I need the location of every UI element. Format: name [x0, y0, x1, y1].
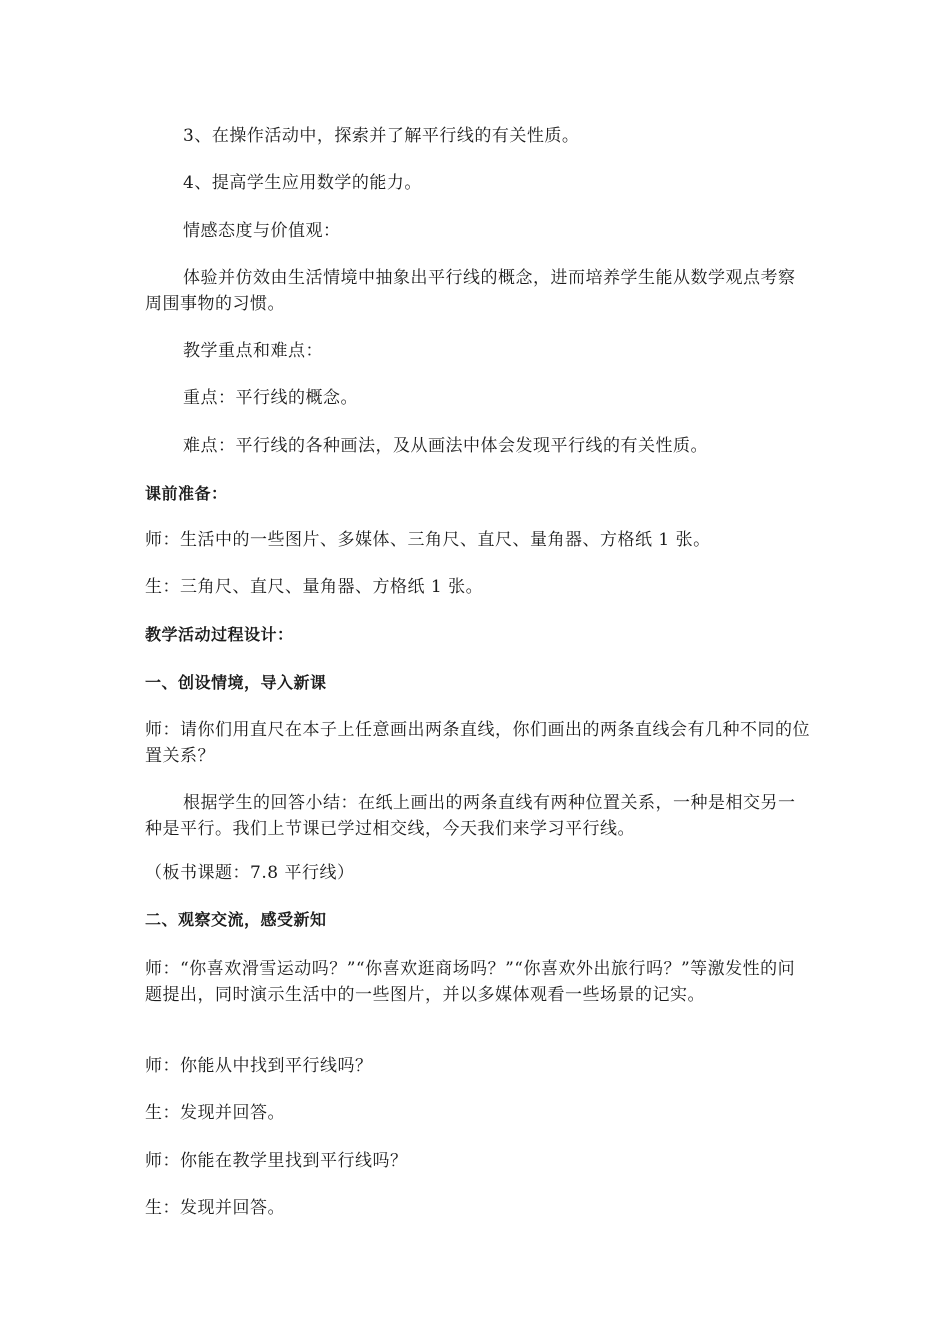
objective-4: 4、提高学生应用数学的能力。 [183, 173, 422, 193]
difficult-point: 难点：平行线的各种画法，及从画法中体会发现平行线的有关性质。 [183, 436, 708, 456]
section-one-heading: 一、创设情境，导入新课 [145, 673, 327, 692]
teacher-preparation: 师：生活中的一些图片、多媒体、三角尺、直尺、量角器、方格纸 1 张。 [145, 530, 711, 550]
teacher-questions: 师：“你喜欢滑雪运动吗？”“你喜欢逛商场吗？”“你喜欢外出旅行吗？”等激发性的问题提出，同时演示生活中的一些图片，并以多媒体观看一些场景的记实。 [145, 959, 796, 1005]
summary-paragraph: 根据学生的回答小结：在纸上画出的两条直线有两种位置关系，一种是相交另一种是平行。我们上节课已学过相交线，今天我们来学习平行线。 [145, 793, 796, 839]
board-title-note: （板书课题：7.8 平行线） [145, 863, 355, 883]
attitude-paragraph: 体验并仿效由生活情境中抽象出平行线的概念，进而培养学生能从数学观点考察周围事物的习惯。 [145, 268, 796, 314]
teacher-question-2: 师：你能从中找到平行线吗？ [145, 1056, 373, 1076]
section-two-heading: 二、观察交流，感受新知 [145, 910, 327, 929]
key-point: 重点：平行线的概念。 [183, 388, 358, 408]
key-points-heading: 教学重点和难点： [183, 341, 323, 361]
student-preparation: 生：三角尺、直尺、量角器、方格纸 1 张。 [145, 577, 484, 597]
objective-3: 3、在操作活动中，探索并了解平行线的有关性质。 [183, 126, 580, 146]
teacher-instruction-1: 师：请你们用直尺在本子上任意画出两条直线，你们画出的两条直线会有几种不同的位置关系？ [145, 720, 810, 766]
student-answer-2: 生：发现并回答。 [145, 1198, 285, 1218]
process-heading: 教学活动过程设计： [145, 625, 294, 644]
section-attitude-heading: 情感态度与价值观： [183, 221, 341, 241]
student-answer-1: 生：发现并回答。 [145, 1103, 285, 1123]
preparation-heading: 课前准备： [145, 484, 228, 503]
teacher-question-3: 师：你能在教学里找到平行线吗？ [145, 1151, 408, 1171]
